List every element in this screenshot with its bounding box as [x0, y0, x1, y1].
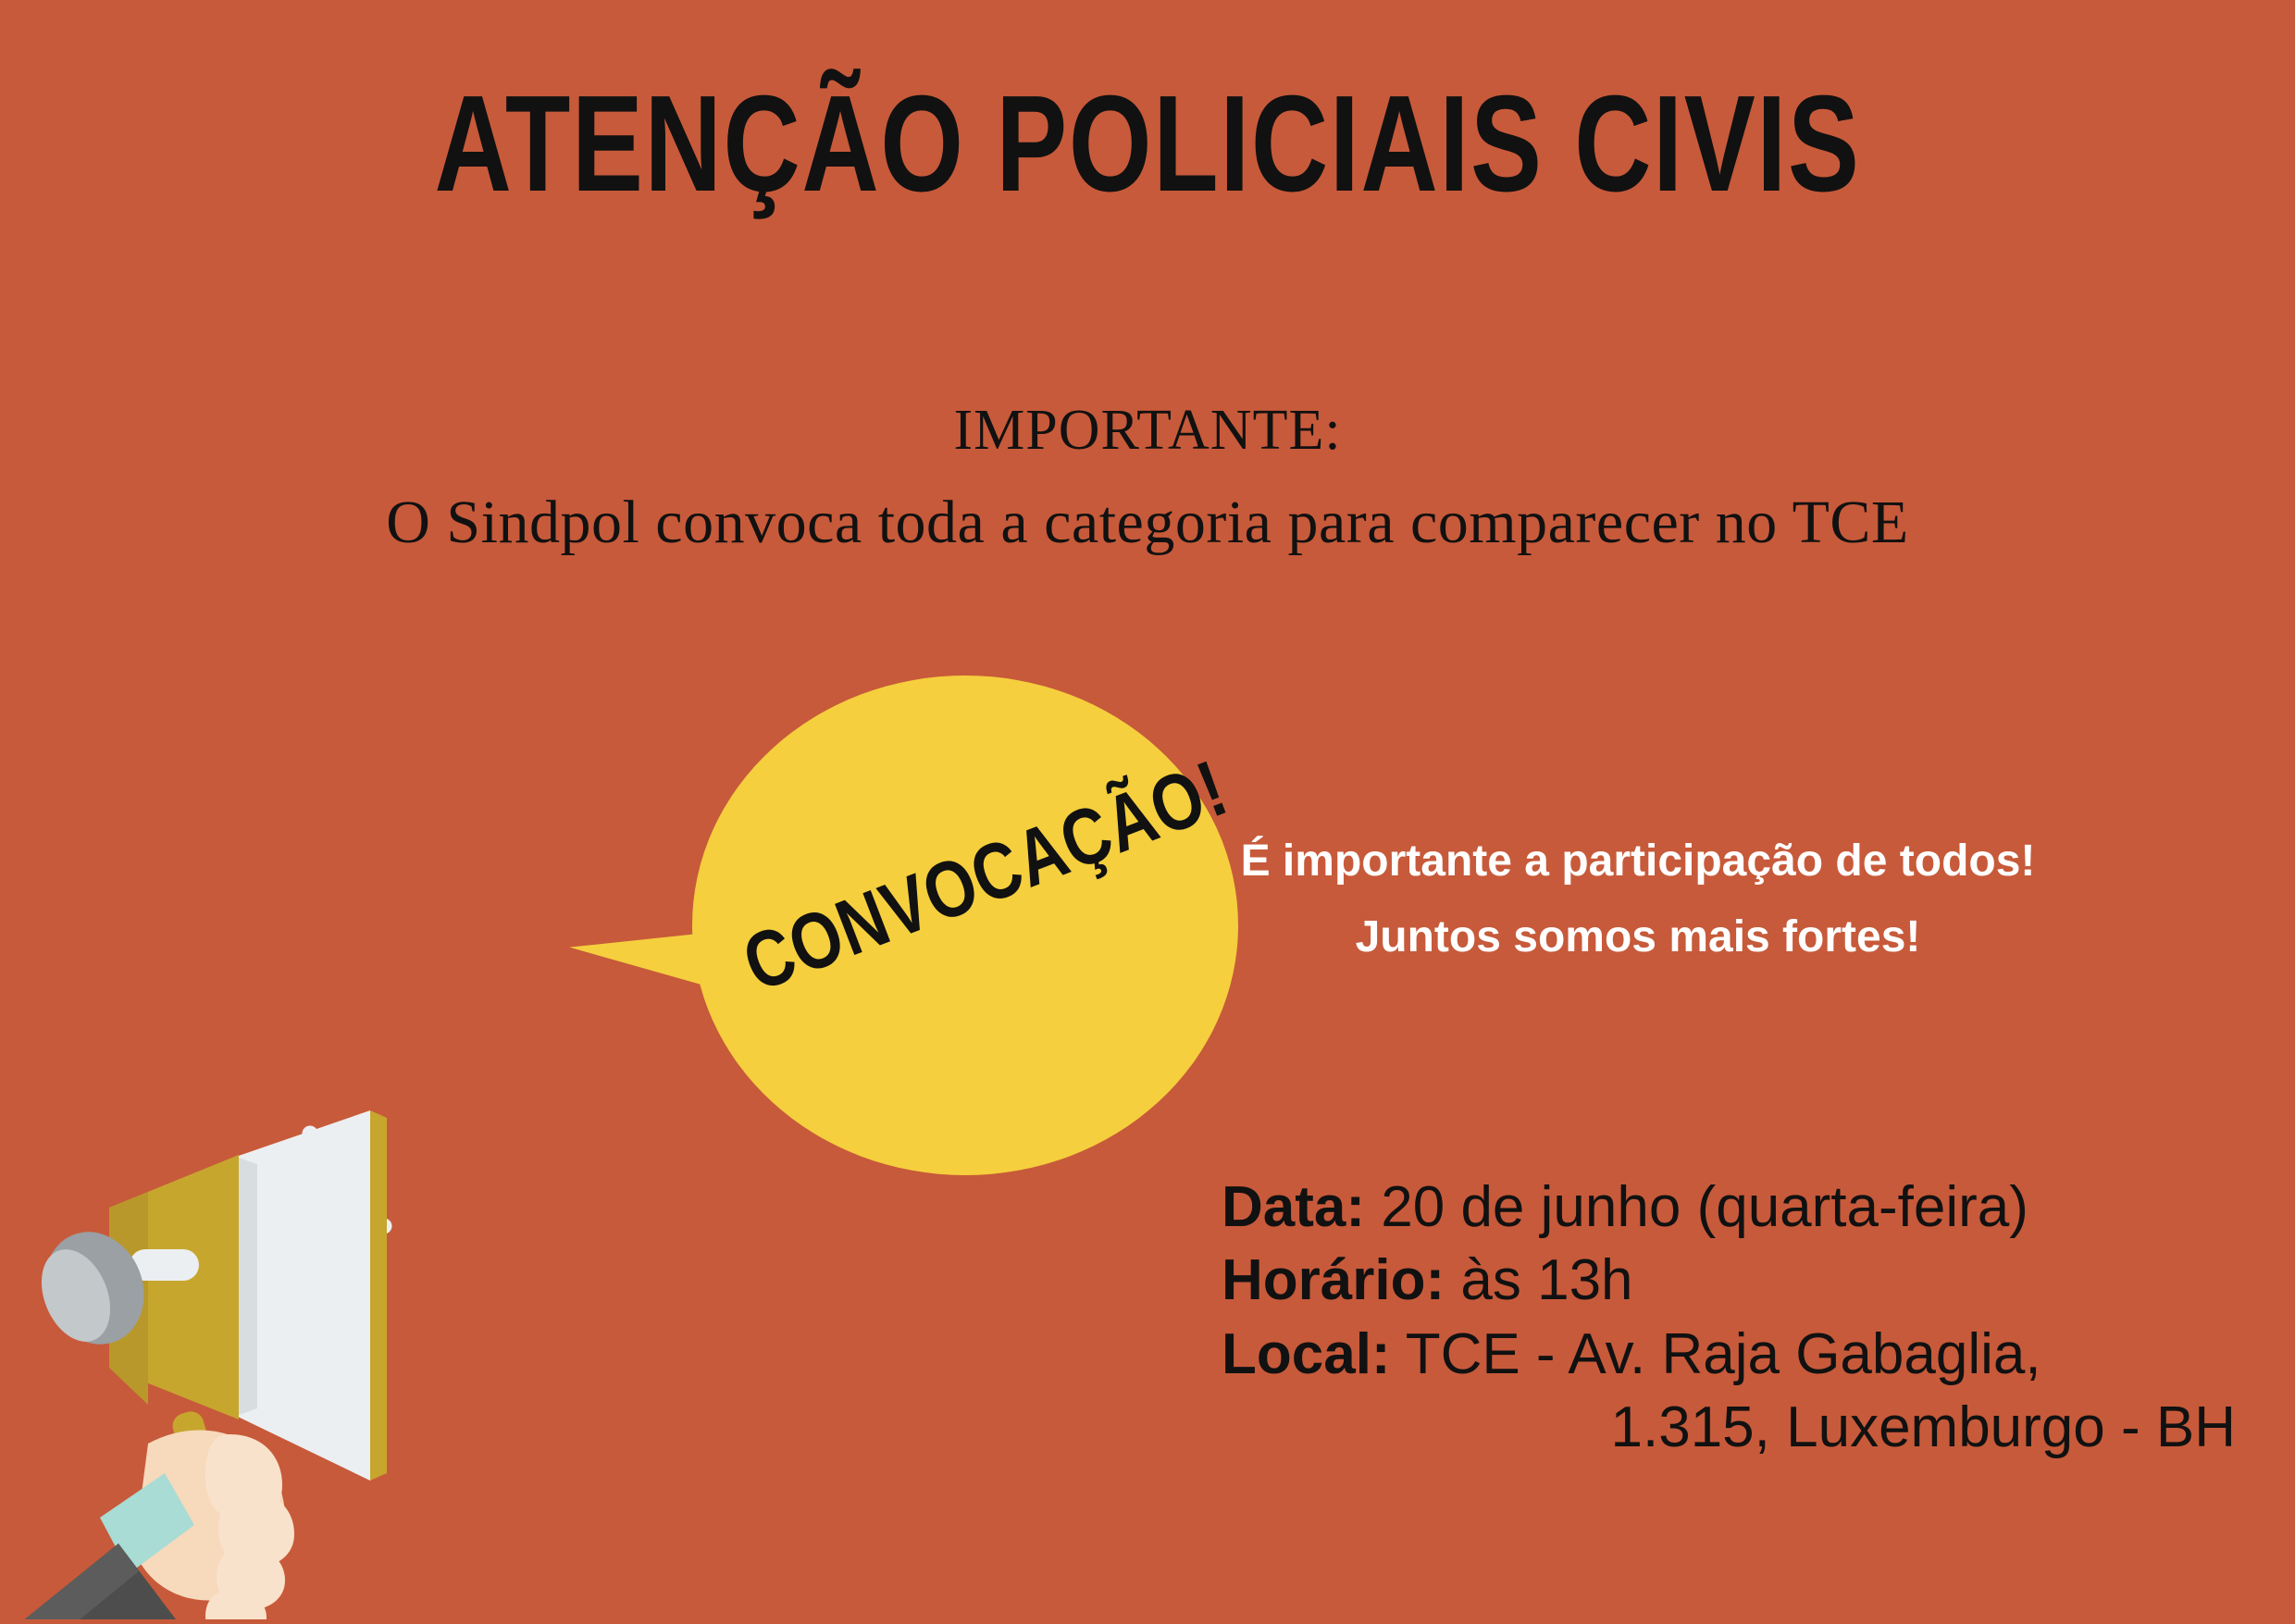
intro-text: O Sindpol convoca toda a categoria para comparecer no TCE: [386, 489, 1909, 556]
intro-label: IMPORTANTE:: [953, 399, 1342, 462]
detail-value-date: 20 de junho (quarta-feira): [1381, 1175, 2028, 1239]
event-details: [1222, 1171, 2249, 1464]
detail-value-place-continued: 1.315, Luxemburgo - BH: [1610, 1395, 2236, 1460]
detail-label-place: Local:: [1222, 1321, 1391, 1386]
callout-line-2: Juntos somos mais fortes!: [1355, 911, 1921, 961]
callout-line-1: É importante a participação de todos!: [1240, 837, 2036, 886]
detail-value-place: TCE - Av. Raja Gabaglia,: [1405, 1321, 2041, 1386]
callout-block: [1092, 824, 2184, 974]
intro-block: [0, 398, 2295, 558]
page-title: ATENÇÃO POLICIAIS CIVIS: [434, 68, 1861, 220]
detail-row-time: [1222, 1244, 2249, 1317]
detail-value-time: às 13h: [1460, 1248, 1633, 1313]
detail-label-time: Horário:: [1222, 1248, 1445, 1313]
megaphone-icon: [0, 888, 703, 1619]
speech-bubble-text: CONVOCAÇÃO!: [731, 743, 1239, 1010]
detail-label-date: Data:: [1222, 1175, 1366, 1239]
detail-row-date: [1222, 1171, 2249, 1244]
detail-row-place-continued: [1222, 1391, 2249, 1464]
detail-row-place: [1222, 1318, 2249, 1391]
